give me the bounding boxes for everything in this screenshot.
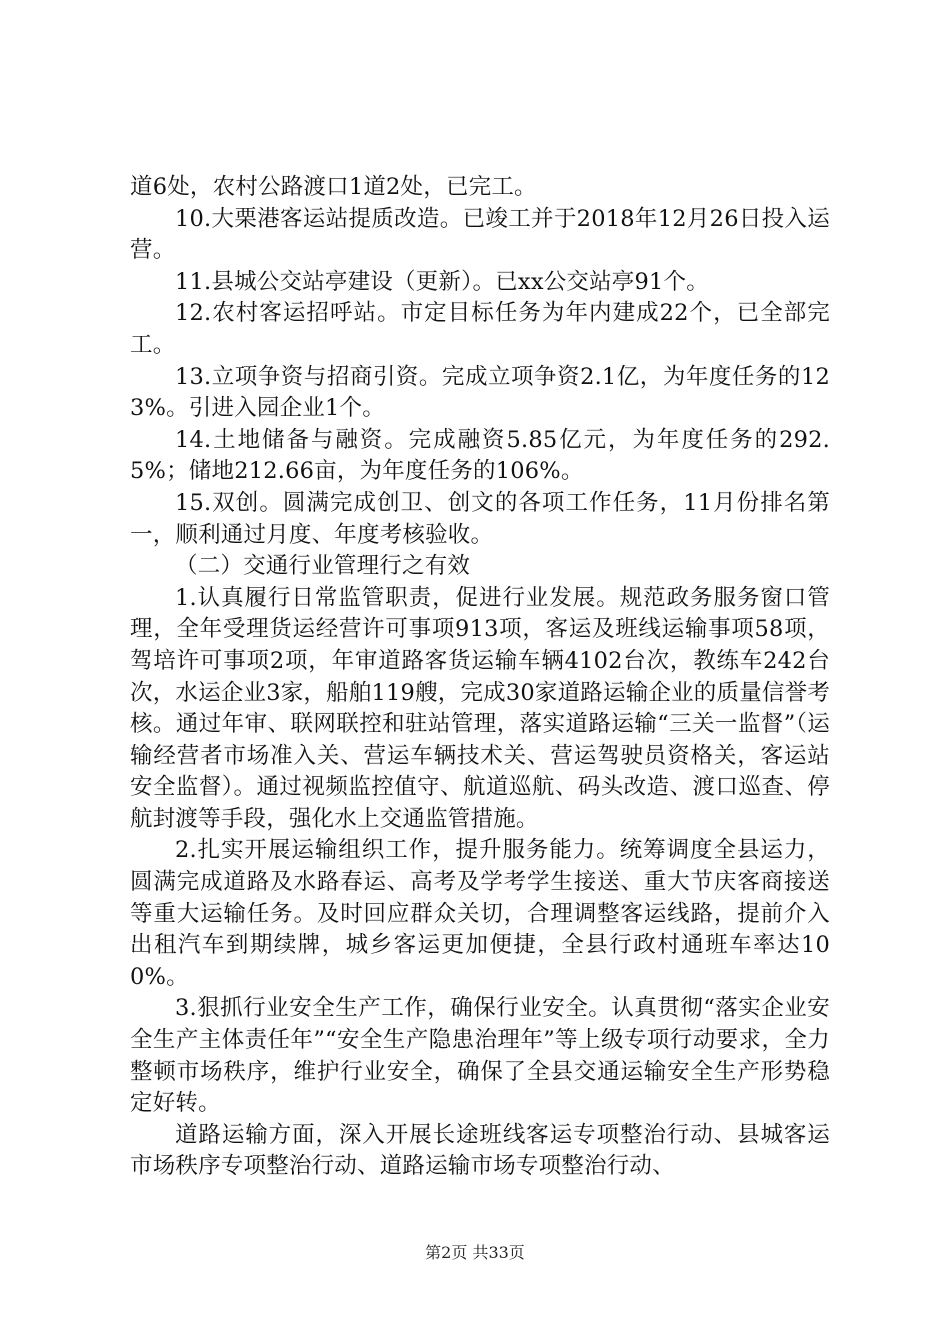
paragraph-5: 13.立项争资与招商引资。完成立项争资2.1亿，为年度任务的123%。引进入园企业1个。: [130, 363, 830, 422]
section-heading: （二）交通行业管理行之有效: [175, 553, 471, 580]
paragraph-4: 12.农村客运招呼站。市定目标任务为年内建成22个，已全部完工。: [130, 300, 830, 358]
page-footer: 第2页 共33页: [425, 1243, 525, 1262]
paragraph-10: 2.扎实开展运输组织工作，提升服务能力。统筹调度全县运力，圆满完成道路及水路春运、高考及学考学生接送、重大节庆客商接送等重大运输任务。及时回应群众关切，合理调整客运线路，提前介入出租汽车到期续牌，城乡客运更加便捷，全县行政村通班车率达100%。: [130, 837, 830, 990]
document-body: [130, 172, 830, 1183]
paragraph-9: 1.认真履行日常监管职责，促进行业发展。规范政务服务窗口管理，全年受理货运经营许可事项913项，客运及班线运输事项58项，驾培许可事项2项，年审道路客货运输车辆4102台次，教练车242台次，水运企业3家，船舶119艘，完成30家道路运输企业的质量信誉考核。通过年审、联网联控和驻站管理，落实道路运输“三关一监督”（运输经营者市场准入关、营运车辆技术关、营运驾驶员资格关，客运站安全监督）。通过视频监控值守、航道巡航、码头改造、渡口巡查、停航封渡等手段，强化水上交通监管措施。: [130, 584, 830, 832]
paragraph-12: 道路运输方面，深入开展长途班线客运专项整治行动、县城客运市场秩序专项整治行动、道路运输市场专项整治行动、: [130, 1121, 830, 1180]
paragraph-11: 3.狠抓行业安全生产工作，确保行业安全。认真贯彻“落实企业安全生产主体责任年”“安全生产隐患治理年”等上级专项行动要求，全力整顿市场秩序，维护行业安全，确保了全县交通运输安全生产形势稳定好转。: [130, 995, 830, 1117]
paragraph-3: 11.县城公交站亭建设（更新）。已xx公交站亭91个。: [175, 268, 709, 295]
paragraph-1: 道6处，农村公路渡口1道2处，已完工。: [130, 174, 537, 200]
paragraph-6: 14.土地储备与融资。完成融资5.85亿元，为年度任务的292.5%；储地212.66亩，为年度任务的106%。: [130, 426, 830, 485]
paragraph-2: 10.大栗港客运站提质改造。已竣工并于2018年12月26日投入运营。: [130, 205, 830, 264]
paragraph-7: 15.双创。圆满完成创卫、创文的各项工作任务，11月份排名第一，顺利通过月度、年度考核验收。: [130, 489, 830, 548]
